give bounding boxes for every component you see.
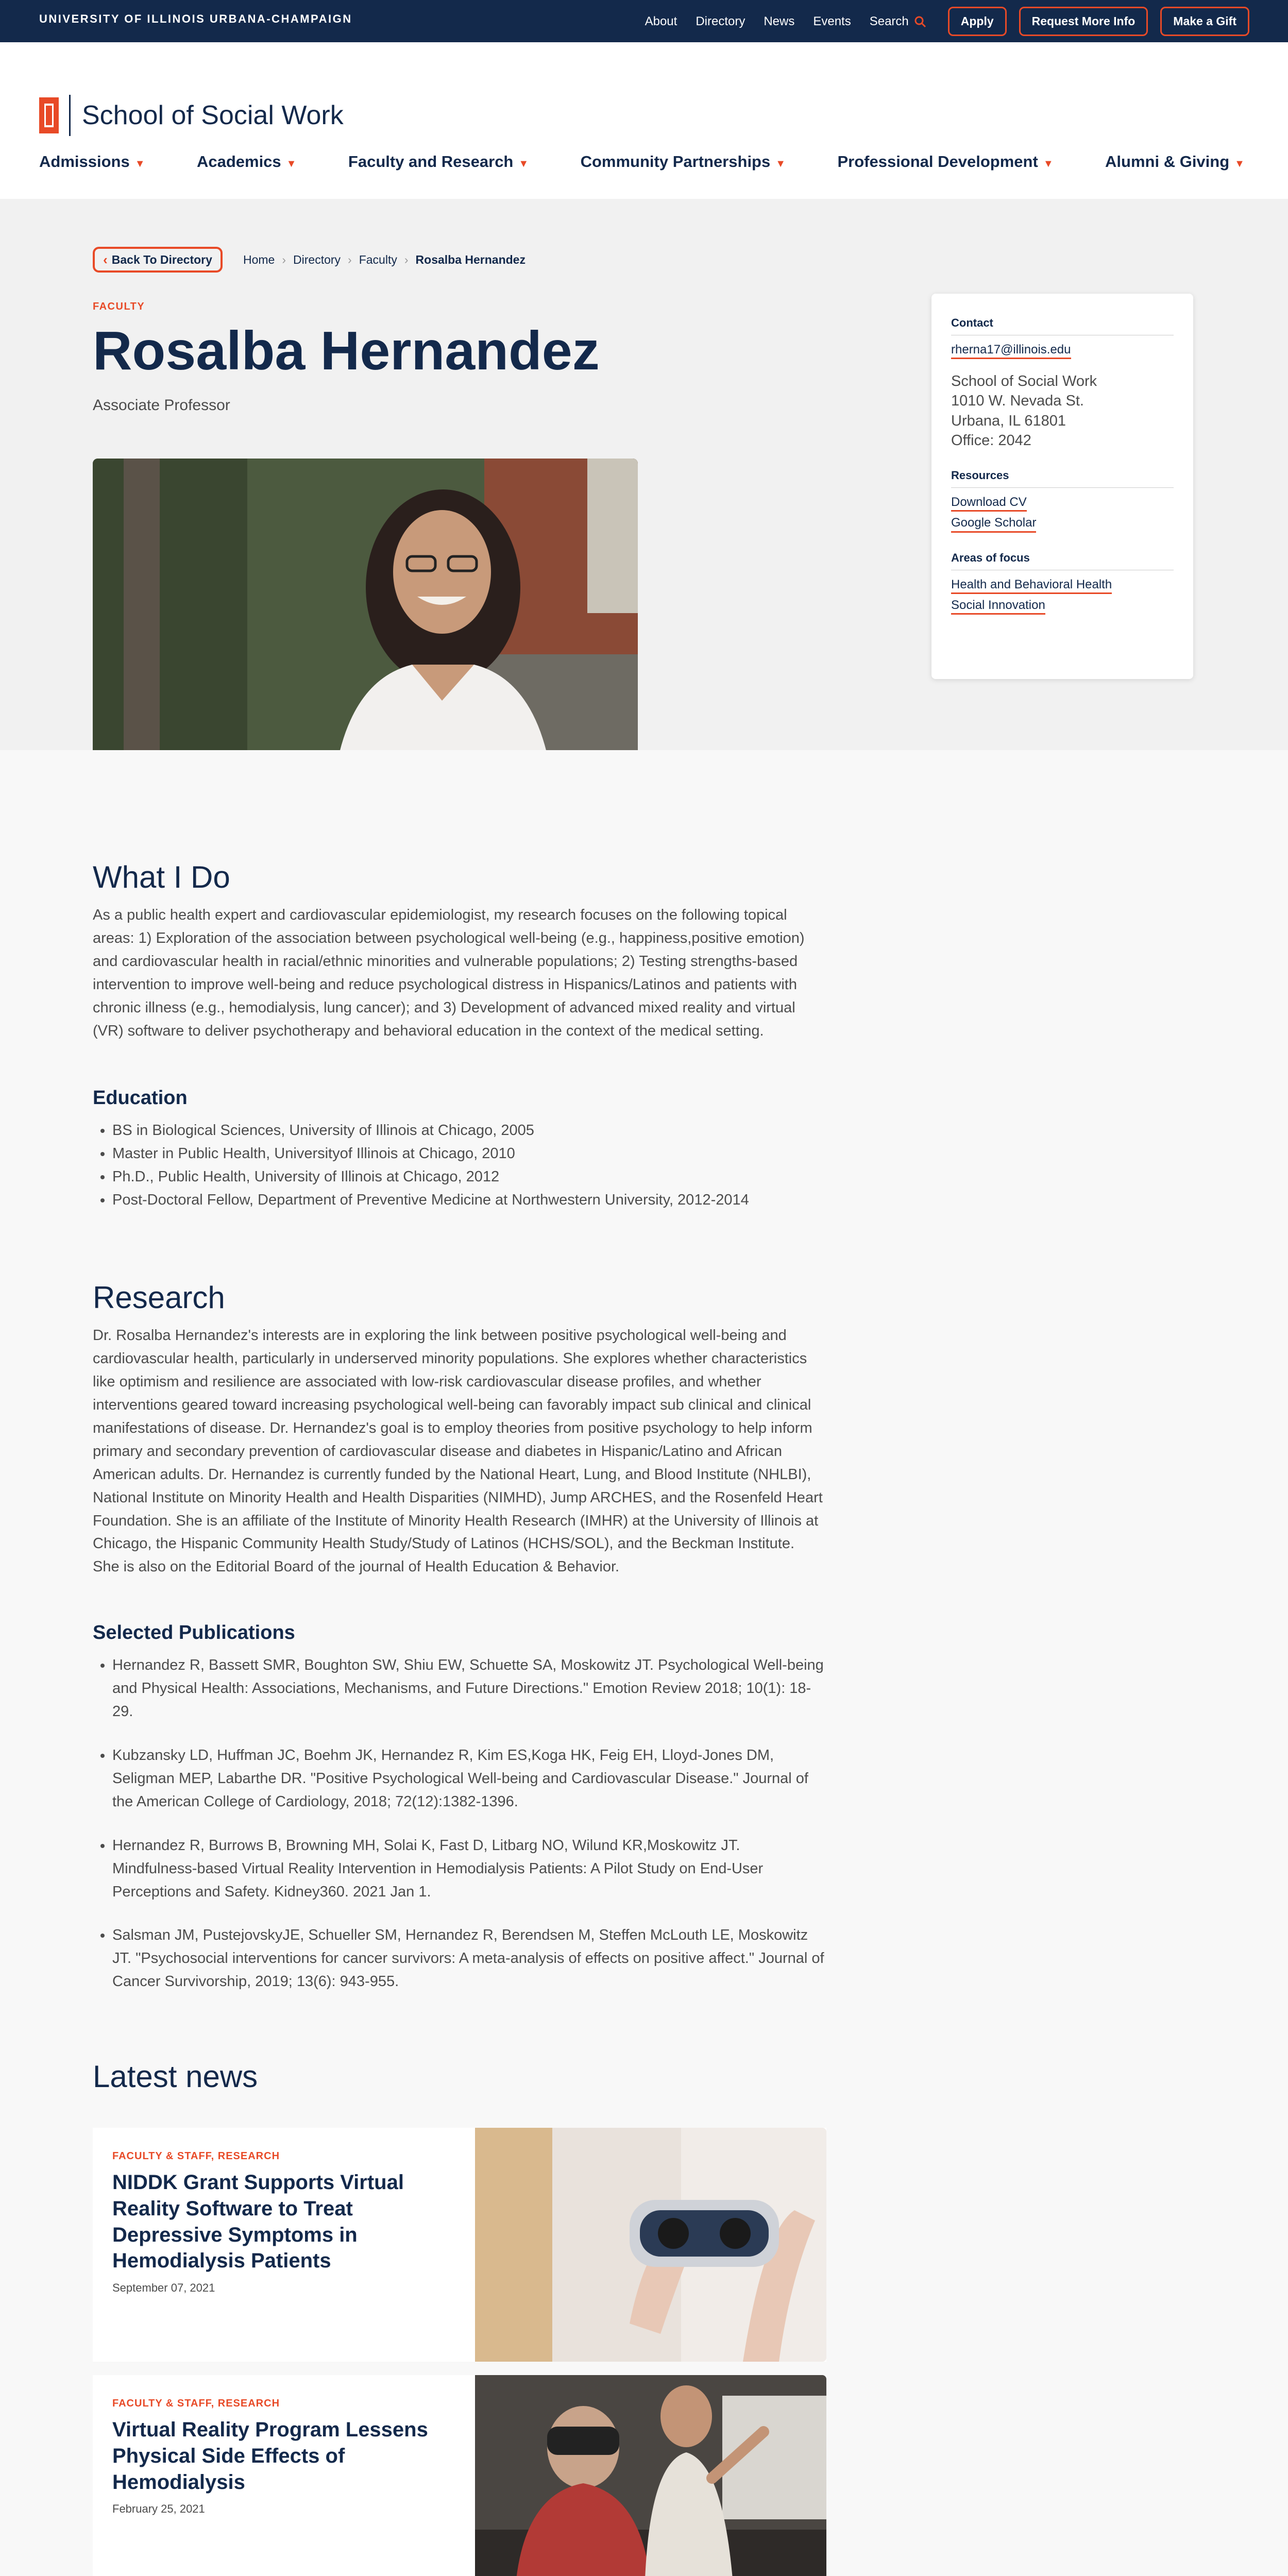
news-headline[interactable]: NIDDK Grant Supports Virtual Reality Software to Treat Depressive Symptoms in Hemodialysis Patients bbox=[112, 2171, 404, 2273]
logo-divider bbox=[69, 95, 71, 136]
contact-heading: Contact bbox=[951, 316, 993, 329]
focus-link-health[interactable]: Health and Behavioral Health bbox=[951, 577, 1112, 594]
focus-link-social-innovation[interactable]: Social Innovation bbox=[951, 597, 1045, 615]
list-item: • Kubzansky LD, Huffman JC, Boehm JK, Hernandez R, Kim ES,Koga HK, Feig EH, Lloyd-Jones DM, Seligman MEP, Labarthe DR. "Positive Psychological Well-being and Cardiovascular Disease." Journal of the American College of Cardiology, 2018; 72(12):1382-1396. bbox=[112, 1744, 828, 1814]
chevron-left-icon: ‹ bbox=[103, 251, 108, 267]
search-button[interactable] bbox=[870, 14, 926, 29]
news-headline[interactable]: Virtual Reality Program Lessens Physical Side Effects of Hemodialysis bbox=[112, 2418, 428, 2494]
email-link[interactable]: rherna17@illinois.edu bbox=[951, 342, 1071, 359]
site-logo-text: School of Social Work bbox=[82, 100, 344, 130]
nav-label: Admissions bbox=[39, 152, 130, 171]
news-category: FACULTY & STAFF, RESEARCH bbox=[112, 2398, 280, 2409]
address-line: Office: 2042 bbox=[951, 432, 1031, 449]
research-heading: Research bbox=[93, 1280, 225, 1315]
utility-bar bbox=[0, 0, 1288, 42]
address-line: Urbana, IL 61801 bbox=[951, 412, 1066, 429]
download-cv-link[interactable]: Download CV bbox=[951, 494, 1027, 512]
news-card[interactable] bbox=[93, 2128, 826, 2362]
chevron-down-icon: ▼ bbox=[775, 158, 786, 170]
chevron-down-icon: ▼ bbox=[1043, 158, 1054, 170]
profile-title: Associate Professor bbox=[93, 397, 230, 414]
page-title: Rosalba Hernandez bbox=[93, 320, 600, 381]
profile-eyebrow: FACULTY bbox=[93, 301, 145, 312]
research-text: Dr. Rosalba Hernandez's interests are in exploring the link between positive psychological well-being and cardiovascular health, particularly in underserved minority populations. She explores whether characteristics like optimism and resilience are associated with low-risk cardiovascular disease profiles, and whether interventions geared toward increasing psychological well-being can favorably impact sub clinical and clinical manifestations of disease. Dr. Hernandez's goal is to employ theories from positive psychology to help inform primary and secondary prevention of cardiovascular disease and diabetes in Hispanic/Latino and African American adults. Dr. Hernandez is currently funded by the National Heart, Lung, and Blood Institute (NHLBI), National Institute on Minority Health and Health Disparities (NIMHD), Jump ARCHES, and the Rosenfeld Heart Foundation. She is an affiliate of the Institute of Minority Health Research (IMHR) at the University of Illinois at Chicago, the Hispanic Community Health Study/Study of Latinos (HCHS/SOL), and the Beckman Institute. She is also on the Editorial Board of the journal of Health Education & Behavior. bbox=[93, 1327, 823, 1575]
news-category: FACULTY & STAFF, RESEARCH bbox=[112, 2150, 280, 2162]
publications-list bbox=[112, 1654, 828, 2014]
profile-photo bbox=[93, 459, 638, 775]
what-i-do-heading: What I Do bbox=[93, 860, 230, 894]
list-item: • BS in Biological Sciences, University of Illinois at Chicago, 2005 bbox=[112, 1119, 828, 1142]
site-logo[interactable] bbox=[39, 95, 344, 136]
nav-item-academics[interactable] bbox=[197, 152, 297, 171]
news-card[interactable] bbox=[93, 2375, 826, 2576]
nav-item-admissions[interactable] bbox=[39, 152, 145, 171]
google-scholar-link[interactable]: Google Scholar bbox=[951, 515, 1036, 532]
breadcrumb-faculty[interactable]: Faculty bbox=[359, 253, 397, 266]
breadcrumb-separator: › bbox=[348, 253, 352, 266]
news-image bbox=[475, 2128, 826, 2362]
search-label: Search bbox=[869, 14, 909, 28]
nav-label: Professional Development bbox=[837, 152, 1038, 171]
utility-link-news[interactable]: News bbox=[764, 14, 795, 28]
contact-card bbox=[931, 294, 1193, 679]
make-gift-button[interactable]: Make a Gift bbox=[1160, 7, 1249, 36]
news-date: February 25, 2021 bbox=[112, 2502, 205, 2516]
block-i-icon bbox=[39, 97, 59, 133]
breadcrumb bbox=[243, 253, 526, 267]
news-date: September 07, 2021 bbox=[112, 2281, 215, 2295]
nav-label: Community Partnerships bbox=[580, 152, 771, 171]
utility-nav bbox=[645, 7, 1249, 36]
nav-label: Faculty and Research bbox=[348, 152, 514, 171]
address-line: School of Social Work bbox=[951, 373, 1097, 390]
education-list bbox=[112, 1119, 828, 1212]
chevron-down-icon: ▼ bbox=[1234, 158, 1245, 170]
chevron-down-icon: ▼ bbox=[518, 158, 529, 170]
breadcrumb-current: Rosalba Hernandez bbox=[415, 253, 526, 266]
list-item: • Hernandez R, Burrows B, Browning MH, Solai K, Fast D, Litbarg NO, Wilund KR,Moskowitz JT. Mindfulness-based Virtual Reality Intervention in Hemodialysis Patients: A Pilot Study on End-User Perceptions and Safety. Kidney360. 2021 Jan 1. bbox=[112, 1834, 828, 1904]
list-item: • Hernandez R, Bassett SMR, Boughton SW, Shiu EW, Schuette SA, Moskowitz JT. Psychological Well-being and Physical Health: Associations, Mechanisms, and Future Directions." Emotion Review 2018; 10(1): 18-29. bbox=[112, 1654, 828, 1723]
back-to-directory-button[interactable] bbox=[93, 247, 223, 273]
list-item: • Ph.D., Public Health, University of Illinois at Chicago, 2012 bbox=[112, 1165, 828, 1189]
office-address bbox=[951, 371, 1174, 450]
utility-link-about[interactable]: About bbox=[645, 14, 677, 28]
breadcrumb-directory[interactable]: Directory bbox=[293, 253, 341, 266]
utility-link-directory[interactable]: Directory bbox=[696, 14, 745, 28]
nav-item-alumni-giving[interactable] bbox=[1105, 152, 1245, 171]
nav-label: Alumni & Giving bbox=[1105, 152, 1230, 171]
resources-heading: Resources bbox=[951, 469, 1009, 482]
what-i-do-text: As a public health expert and cardiovascular epidemiologist, my research focuses on the following topical areas: 1) Exploration of the association between psychological well-being (e.g., happiness,positive emotion) and cardiovascular health in racial/ethnic minorities and vulnerable populations; 2) Testing strengths-based intervention to improve well-being and reduce psychological distress in Hispanics/Latinos and patients with chronic illness (e.g., hemodialysis, lung cancer); and 3) Development of advanced mixed reality and virtual (VR) software to deliver psychotherapy and behavioral education in the context of the medical setting. bbox=[93, 907, 805, 1039]
news-image bbox=[475, 2375, 826, 2576]
publications-heading: Selected Publications bbox=[93, 1622, 295, 1643]
breadcrumb-home[interactable]: Home bbox=[243, 253, 275, 266]
breadcrumb-separator: › bbox=[282, 253, 286, 266]
breadcrumb-separator: › bbox=[404, 253, 409, 266]
nav-item-community-partnerships[interactable] bbox=[581, 152, 786, 171]
apply-button[interactable]: Apply bbox=[948, 7, 1007, 36]
nav-item-faculty-research[interactable] bbox=[348, 152, 529, 171]
latest-news-heading: Latest news bbox=[93, 2059, 258, 2094]
focus-heading: Areas of focus bbox=[951, 551, 1030, 564]
nav-label: Academics bbox=[196, 152, 281, 171]
back-label: Back To Directory bbox=[111, 252, 212, 266]
search-icon bbox=[914, 15, 926, 28]
request-info-button[interactable]: Request More Info bbox=[1019, 7, 1148, 36]
utility-link-events[interactable]: Events bbox=[813, 14, 851, 28]
list-item: • Post-Doctoral Fellow, Department of Preventive Medicine at Northwestern University, 2012-2014 bbox=[112, 1189, 828, 1212]
nav-item-professional-development[interactable] bbox=[837, 152, 1053, 171]
list-item: • Master in Public Health, Universityof Illinois at Chicago, 2010 bbox=[112, 1142, 828, 1165]
list-item: • Salsman JM, PustejovskyJE, Schueller SM, Hernandez R, Berendsen M, Steffen McLouth LE, Moskowitz JT. "Psychosocial interventions for cancer survivors: A meta-analysis of effects on positive affect." Journal of Cancer Survivorship, 2019; 13(6): 943-955. bbox=[112, 1924, 828, 1993]
chevron-down-icon: ▼ bbox=[134, 158, 145, 170]
address-line: 1010 W. Nevada St. bbox=[951, 393, 1084, 410]
education-heading: Education bbox=[93, 1087, 188, 1109]
divider bbox=[951, 487, 1174, 488]
university-wordmark[interactable]: UNIVERSITY OF ILLINOIS URBANA-CHAMPAIGN bbox=[39, 12, 352, 25]
main-nav bbox=[39, 152, 1245, 171]
chevron-down-icon: ▼ bbox=[286, 158, 297, 170]
